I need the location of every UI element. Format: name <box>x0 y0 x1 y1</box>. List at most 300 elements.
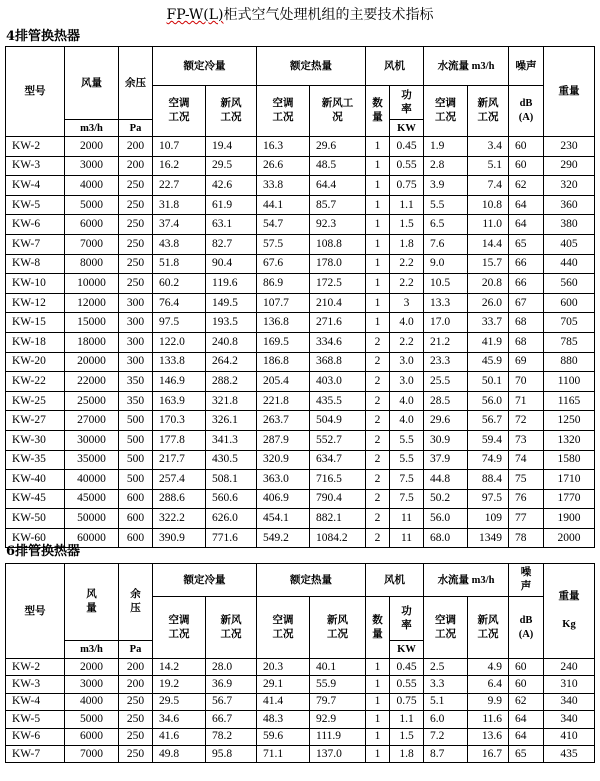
cell-model: KW-40 <box>6 470 65 490</box>
cell-model: KW-7 <box>6 745 65 762</box>
header-noise-unit: dB (A) <box>509 597 544 659</box>
cell-heat-fresh: 435.5 <box>310 391 366 411</box>
cell-cool-fresh: 66.7 <box>206 711 257 728</box>
cell-cool-ac: 146.9 <box>153 372 206 392</box>
cell-airflow: 6000 <box>65 215 119 235</box>
table-row <box>6 274 595 294</box>
cell-noise: 68 <box>509 313 544 333</box>
cell-noise: 76 <box>509 489 544 509</box>
cell-heat-ac: 54.7 <box>257 215 310 235</box>
cell-noise: 78 <box>509 528 544 548</box>
header-water-fresh: 新风 工况 <box>468 597 509 659</box>
table-row <box>6 411 595 431</box>
table-row <box>6 391 595 411</box>
cell-water-ac: 37.9 <box>424 450 468 470</box>
table-row <box>6 293 595 313</box>
cell-fan-qty: 2 <box>366 391 390 411</box>
cell-pressure: 300 <box>119 332 153 352</box>
cell-pressure: 350 <box>119 391 153 411</box>
cell-fan-qty: 1 <box>366 215 390 235</box>
cell-water-fresh: 97.5 <box>468 489 509 509</box>
cell-fan-power: 1.8 <box>390 745 424 762</box>
header-water-fresh: 新风 工况 <box>468 86 509 137</box>
cell-fan-qty: 1 <box>366 195 390 215</box>
cell-fan-qty: 2 <box>366 528 390 548</box>
cell-water-fresh: 41.9 <box>468 332 509 352</box>
cell-cool-ac: 60.2 <box>153 274 206 294</box>
cell-cool-ac: 133.8 <box>153 352 206 372</box>
cell-weight: 1770 <box>544 489 595 509</box>
cell-model: KW-22 <box>6 372 65 392</box>
cell-pressure: 300 <box>119 313 153 333</box>
cell-fan-qty: 1 <box>366 313 390 333</box>
cell-cool-fresh: 771.6 <box>206 528 257 548</box>
cell-heat-ac: 406.9 <box>257 489 310 509</box>
cell-pressure: 250 <box>119 195 153 215</box>
cell-cool-ac: 177.8 <box>153 430 206 450</box>
cell-airflow: 4000 <box>65 693 119 710</box>
cell-cool-fresh: 19.4 <box>206 137 257 157</box>
cell-noise: 64 <box>509 215 544 235</box>
cell-weight: 340 <box>544 693 595 710</box>
cell-pressure: 500 <box>119 411 153 431</box>
cell-fan-power: 0.45 <box>390 137 424 157</box>
cell-model: KW-60 <box>6 528 65 548</box>
cell-pressure: 300 <box>119 352 153 372</box>
header-cooling: 额定冷量 <box>153 564 257 597</box>
cell-pressure: 500 <box>119 430 153 450</box>
cell-water-fresh: 14.4 <box>468 234 509 254</box>
cell-model: KW-8 <box>6 254 65 274</box>
cell-water-ac: 7.2 <box>424 728 468 745</box>
cell-weight: 1580 <box>544 450 595 470</box>
cell-water-fresh: 5.1 <box>468 156 509 176</box>
cell-model: KW-5 <box>6 195 65 215</box>
cell-pressure: 300 <box>119 293 153 313</box>
cell-model: KW-6 <box>6 215 65 235</box>
cell-water-ac: 17.0 <box>424 313 468 333</box>
cell-fan-power: 3.0 <box>390 352 424 372</box>
cell-water-fresh: 10.8 <box>468 195 509 215</box>
cell-weight: 360 <box>544 195 595 215</box>
cell-heat-fresh: 40.1 <box>310 659 366 676</box>
cell-weight: 410 <box>544 728 595 745</box>
cell-pressure: 200 <box>119 156 153 176</box>
cell-heat-fresh: 716.5 <box>310 470 366 490</box>
cell-heat-fresh: 790.4 <box>310 489 366 509</box>
title-text: 柜式空气处理机组的主要技术指标 <box>223 7 434 23</box>
cell-fan-power: 0.55 <box>390 676 424 693</box>
cell-cool-fresh: 508.1 <box>206 470 257 490</box>
cell-heat-ac: 59.6 <box>257 728 310 745</box>
cell-cool-fresh: 82.7 <box>206 234 257 254</box>
cell-water-fresh: 45.9 <box>468 352 509 372</box>
cell-weight: 1165 <box>544 391 595 411</box>
cell-fan-power: 0.45 <box>390 659 424 676</box>
cell-heat-ac: 549.2 <box>257 528 310 548</box>
cell-model: KW-5 <box>6 711 65 728</box>
cell-airflow: 5000 <box>65 711 119 728</box>
cell-cool-ac: 257.4 <box>153 470 206 490</box>
cell-model: KW-45 <box>6 489 65 509</box>
cell-water-ac: 6.5 <box>424 215 468 235</box>
cell-weight: 705 <box>544 313 595 333</box>
cell-water-ac: 25.5 <box>424 372 468 392</box>
cell-airflow: 3000 <box>65 156 119 176</box>
cell-noise: 67 <box>509 293 544 313</box>
cell-weight: 600 <box>544 293 595 313</box>
cell-water-ac: 50.2 <box>424 489 468 509</box>
cell-weight: 2000 <box>544 528 595 548</box>
header-fan-qty: 数 量 <box>366 86 390 137</box>
cell-heat-fresh: 48.5 <box>310 156 366 176</box>
cell-cool-ac: 29.5 <box>153 693 206 710</box>
cell-heat-ac: 86.9 <box>257 274 310 294</box>
cell-noise: 73 <box>509 430 544 450</box>
cell-noise: 64 <box>509 711 544 728</box>
cell-airflow: 40000 <box>65 470 119 490</box>
cell-cool-ac: 31.8 <box>153 195 206 215</box>
cell-model: KW-3 <box>6 156 65 176</box>
cell-heat-ac: 26.6 <box>257 156 310 176</box>
cell-water-ac: 3.3 <box>424 676 468 693</box>
header-heating: 额定热量 <box>257 564 366 597</box>
cell-noise: 60 <box>509 156 544 176</box>
cell-cool-fresh: 95.8 <box>206 745 257 762</box>
cell-airflow: 2000 <box>65 137 119 157</box>
cell-water-ac: 28.5 <box>424 391 468 411</box>
cell-cool-ac: 122.0 <box>153 332 206 352</box>
cell-noise: 68 <box>509 332 544 352</box>
cell-heat-fresh: 137.0 <box>310 745 366 762</box>
cell-heat-ac: 44.1 <box>257 195 310 215</box>
cell-airflow: 5000 <box>65 195 119 215</box>
cell-fan-qty: 2 <box>366 509 390 529</box>
cell-water-ac: 68.0 <box>424 528 468 548</box>
cell-water-fresh: 7.4 <box>468 176 509 196</box>
cell-fan-power: 0.75 <box>390 693 424 710</box>
cell-fan-power: 4.0 <box>390 313 424 333</box>
spec-table-6-row <box>5 563 595 763</box>
cell-fan-qty: 1 <box>366 728 390 745</box>
section-heading-6-row: 6排管换热器 <box>6 544 81 559</box>
header-noise-unit: dB (A) <box>509 86 544 137</box>
table-row <box>6 332 595 352</box>
cell-heat-ac: 67.6 <box>257 254 310 274</box>
cell-noise: 70 <box>509 372 544 392</box>
header-airflow-unit: m3/h <box>65 641 119 659</box>
cell-fan-power: 11 <box>390 509 424 529</box>
table-row <box>6 745 595 762</box>
cell-heat-ac: 454.1 <box>257 509 310 529</box>
cell-water-fresh: 16.7 <box>468 745 509 762</box>
cell-pressure: 250 <box>119 254 153 274</box>
cell-heat-fresh: 1084.2 <box>310 528 366 548</box>
cell-fan-power: 3 <box>390 293 424 313</box>
cell-water-fresh: 33.7 <box>468 313 509 333</box>
cell-airflow: 12000 <box>65 293 119 313</box>
cell-fan-qty: 1 <box>366 156 390 176</box>
cell-weight: 880 <box>544 352 595 372</box>
cell-weight: 230 <box>544 137 595 157</box>
cell-heat-fresh: 882.1 <box>310 509 366 529</box>
cell-water-fresh: 4.9 <box>468 659 509 676</box>
cell-airflow: 18000 <box>65 332 119 352</box>
cell-cool-ac: 14.2 <box>153 659 206 676</box>
cell-noise: 71 <box>509 391 544 411</box>
cell-pressure: 350 <box>119 372 153 392</box>
header-airflow-unit: m3/h <box>65 120 119 137</box>
table-row <box>6 176 595 196</box>
header-cooling: 额定冷量 <box>153 47 257 86</box>
cell-cool-ac: 22.7 <box>153 176 206 196</box>
cell-water-ac: 21.2 <box>424 332 468 352</box>
cell-water-ac: 29.6 <box>424 411 468 431</box>
cell-model: KW-25 <box>6 391 65 411</box>
cell-pressure: 250 <box>119 176 153 196</box>
header-water-ac: 空调 工况 <box>424 597 468 659</box>
cell-heat-fresh: 178.0 <box>310 254 366 274</box>
header-heat-fresh: 新风工 况 <box>310 86 366 137</box>
cell-pressure: 250 <box>119 274 153 294</box>
cell-noise: 65 <box>509 745 544 762</box>
cell-water-fresh: 74.9 <box>468 450 509 470</box>
header-airflow: 风 量 <box>65 564 119 641</box>
cell-heat-ac: 221.8 <box>257 391 310 411</box>
cell-cool-ac: 16.2 <box>153 156 206 176</box>
cell-airflow: 4000 <box>65 176 119 196</box>
cell-cool-fresh: 341.3 <box>206 430 257 450</box>
header-power-unit: KW <box>390 641 424 659</box>
header-fan-power: 功 率 <box>390 597 424 641</box>
header-heat-ac: 空调 工况 <box>257 597 310 659</box>
cell-water-fresh: 56.7 <box>468 411 509 431</box>
cell-noise: 60 <box>509 676 544 693</box>
cell-cool-fresh: 29.5 <box>206 156 257 176</box>
cell-airflow: 25000 <box>65 391 119 411</box>
cell-noise: 64 <box>509 195 544 215</box>
cell-fan-power: 1.1 <box>390 195 424 215</box>
cell-heat-ac: 169.5 <box>257 332 310 352</box>
cell-water-fresh: 20.8 <box>468 274 509 294</box>
cell-fan-qty: 2 <box>366 372 390 392</box>
cell-noise: 60 <box>509 659 544 676</box>
cell-model: KW-20 <box>6 352 65 372</box>
cell-water-ac: 13.3 <box>424 293 468 313</box>
cell-heat-ac: 20.3 <box>257 659 310 676</box>
cell-cool-fresh: 90.4 <box>206 254 257 274</box>
cell-fan-power: 2.2 <box>390 254 424 274</box>
cell-heat-ac: 136.8 <box>257 313 310 333</box>
cell-fan-qty: 1 <box>366 659 390 676</box>
cell-weight: 435 <box>544 745 595 762</box>
cell-water-fresh: 15.7 <box>468 254 509 274</box>
table-row <box>6 676 595 693</box>
cell-pressure: 600 <box>119 528 153 548</box>
cell-cool-fresh: 288.2 <box>206 372 257 392</box>
cell-noise: 66 <box>509 274 544 294</box>
cell-cool-fresh: 42.6 <box>206 176 257 196</box>
cell-fan-power: 0.55 <box>390 156 424 176</box>
cell-heat-ac: 107.7 <box>257 293 310 313</box>
cell-airflow: 45000 <box>65 489 119 509</box>
cell-heat-fresh: 403.0 <box>310 372 366 392</box>
cell-cool-fresh: 193.5 <box>206 313 257 333</box>
cell-pressure: 250 <box>119 215 153 235</box>
header-fan: 风机 <box>366 564 424 597</box>
cell-pressure: 200 <box>119 676 153 693</box>
cell-noise: 69 <box>509 352 544 372</box>
cell-pressure: 500 <box>119 450 153 470</box>
table-row <box>6 528 595 548</box>
cell-model: KW-27 <box>6 411 65 431</box>
cell-fan-power: 2.2 <box>390 332 424 352</box>
cell-cool-ac: 76.4 <box>153 293 206 313</box>
table-row <box>6 215 595 235</box>
cell-weight: 310 <box>544 676 595 693</box>
cell-fan-power: 4.0 <box>390 411 424 431</box>
cell-fan-power: 11 <box>390 528 424 548</box>
table-row <box>6 470 595 490</box>
cell-model: KW-7 <box>6 234 65 254</box>
cell-heat-fresh: 368.8 <box>310 352 366 372</box>
cell-weight: 405 <box>544 234 595 254</box>
cell-airflow: 30000 <box>65 430 119 450</box>
cell-heat-fresh: 111.9 <box>310 728 366 745</box>
cell-model: KW-4 <box>6 176 65 196</box>
cell-water-fresh: 11.0 <box>468 215 509 235</box>
cell-water-fresh: 56.0 <box>468 391 509 411</box>
cell-water-fresh: 26.0 <box>468 293 509 313</box>
cell-model: KW-50 <box>6 509 65 529</box>
cell-heat-ac: 71.1 <box>257 745 310 762</box>
cell-noise: 62 <box>509 176 544 196</box>
cell-water-ac: 9.0 <box>424 254 468 274</box>
cell-cool-ac: 322.2 <box>153 509 206 529</box>
table-row <box>6 137 595 157</box>
table-row <box>6 711 595 728</box>
cell-water-fresh: 3.4 <box>468 137 509 157</box>
cell-fan-power: 7.5 <box>390 489 424 509</box>
cell-weight: 440 <box>544 254 595 274</box>
cell-fan-qty: 1 <box>366 745 390 762</box>
cell-fan-qty: 1 <box>366 176 390 196</box>
table-row <box>6 489 595 509</box>
header-weight: 重量 <box>544 47 595 137</box>
header-pressure: 余压 <box>119 47 153 120</box>
cell-cool-ac: 163.9 <box>153 391 206 411</box>
spec-table-4-row <box>5 46 595 548</box>
header-cool-fresh: 新风 工况 <box>206 86 257 137</box>
cell-heat-fresh: 504.9 <box>310 411 366 431</box>
cell-cool-fresh: 36.9 <box>206 676 257 693</box>
cell-fan-power: 5.5 <box>390 450 424 470</box>
cell-cool-ac: 19.2 <box>153 676 206 693</box>
cell-cool-ac: 390.9 <box>153 528 206 548</box>
header-airflow: 风量 <box>65 47 119 120</box>
header-pressure-unit: Pa <box>119 120 153 137</box>
cell-model: KW-15 <box>6 313 65 333</box>
cell-airflow: 10000 <box>65 274 119 294</box>
cell-water-fresh: 11.6 <box>468 711 509 728</box>
cell-cool-ac: 37.4 <box>153 215 206 235</box>
cell-weight: 785 <box>544 332 595 352</box>
cell-cool-fresh: 56.7 <box>206 693 257 710</box>
cell-model: KW-2 <box>6 659 65 676</box>
cell-model: KW-10 <box>6 274 65 294</box>
cell-model: KW-4 <box>6 693 65 710</box>
cell-cool-fresh: 149.5 <box>206 293 257 313</box>
table-row <box>6 372 595 392</box>
cell-airflow: 35000 <box>65 450 119 470</box>
header-noise: 噪声 <box>509 47 544 86</box>
cell-noise: 75 <box>509 470 544 490</box>
cell-fan-qty: 2 <box>366 332 390 352</box>
cell-heat-fresh: 92.3 <box>310 215 366 235</box>
header-cool-ac: 空调 工况 <box>153 597 206 659</box>
cell-water-ac: 30.9 <box>424 430 468 450</box>
cell-fan-power: 1.5 <box>390 728 424 745</box>
cell-heat-fresh: 634.7 <box>310 450 366 470</box>
cell-pressure: 250 <box>119 745 153 762</box>
header-fan-power: 功 率 <box>390 86 424 120</box>
header-heat-fresh: 新风 工况 <box>310 597 366 659</box>
header-model: 型号 <box>6 564 65 659</box>
cell-heat-fresh: 85.7 <box>310 195 366 215</box>
cell-cool-fresh: 28.0 <box>206 659 257 676</box>
cell-heat-fresh: 79.7 <box>310 693 366 710</box>
cell-weight: 1900 <box>544 509 595 529</box>
cell-heat-ac: 57.5 <box>257 234 310 254</box>
header-water-flow: 水流量 m3/h <box>424 564 509 597</box>
cell-weight: 560 <box>544 274 595 294</box>
cell-heat-ac: 41.4 <box>257 693 310 710</box>
cell-airflow: 15000 <box>65 313 119 333</box>
cell-fan-qty: 2 <box>366 430 390 450</box>
header-pressure: 余 压 <box>119 564 153 641</box>
cell-cool-ac: 288.6 <box>153 489 206 509</box>
cell-fan-power: 5.5 <box>390 430 424 450</box>
cell-cool-ac: 217.7 <box>153 450 206 470</box>
cell-heat-fresh: 271.6 <box>310 313 366 333</box>
cell-cool-fresh: 326.1 <box>206 411 257 431</box>
cell-fan-qty: 1 <box>366 676 390 693</box>
cell-fan-power: 3.0 <box>390 372 424 392</box>
header-cool-ac: 空调 工况 <box>153 86 206 137</box>
cell-weight: 1710 <box>544 470 595 490</box>
cell-pressure: 250 <box>119 693 153 710</box>
page-title <box>0 6 600 24</box>
title-model: FP-W(L) <box>166 7 224 23</box>
cell-model: KW-6 <box>6 728 65 745</box>
cell-weight: 1250 <box>544 411 595 431</box>
cell-fan-power: 7.5 <box>390 470 424 490</box>
cell-airflow: 6000 <box>65 728 119 745</box>
header-fan-qty: 数 量 <box>366 597 390 659</box>
cell-water-ac: 44.8 <box>424 470 468 490</box>
cell-airflow: 50000 <box>65 509 119 529</box>
header-heat-ac: 空调 工况 <box>257 86 310 137</box>
cell-heat-fresh: 334.6 <box>310 332 366 352</box>
header-fan: 风机 <box>366 47 424 86</box>
cell-noise: 65 <box>509 234 544 254</box>
cell-cool-fresh: 626.0 <box>206 509 257 529</box>
table-row <box>6 509 595 529</box>
cell-heat-ac: 33.8 <box>257 176 310 196</box>
cell-water-fresh: 50.1 <box>468 372 509 392</box>
cell-heat-ac: 48.3 <box>257 711 310 728</box>
table-row <box>6 234 595 254</box>
